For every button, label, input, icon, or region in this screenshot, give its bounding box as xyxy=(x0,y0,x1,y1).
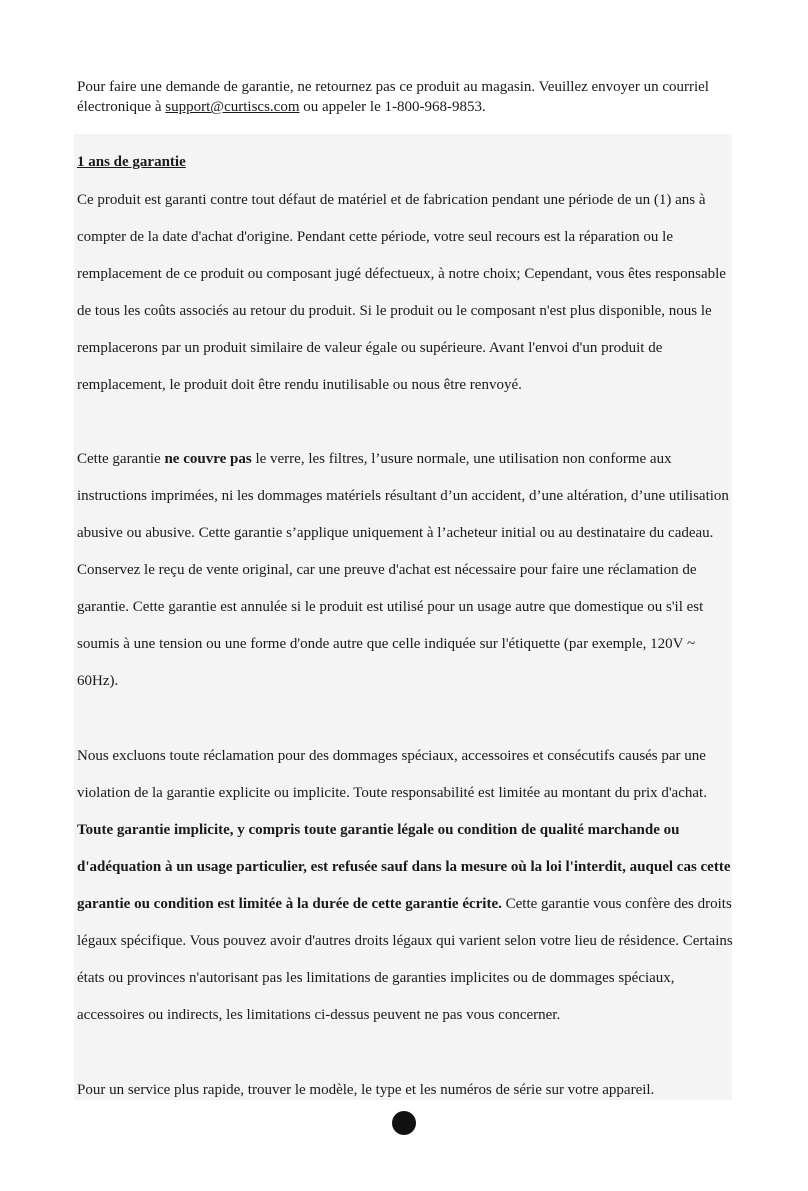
support-email-link[interactable]: support@curtiscs.com xyxy=(165,99,300,115)
paragraph-2-rest: le verre, les filtres, l’usure normale, une utilisation non conforme aux instructions imprimées, ni les dommages matériels résultant d’un accident, d’une altération, d’une utilisation abusive ou abusive. Cette garantie s’applique uniquement à l’acheteur initial ou au destinataire du cadeau. Conservez le reçu de vente original, car une preuve d'achat est nécessaire pour faire une réclamation de garantie. Cette garantie est annulée si le produit est utilisé pour un usage autre que domestique ou s'il est soumis à une tension ou une forme d'onde autre que celle indiquée sur l'étiquette (par exemple, 120V ~ 60Hz). xyxy=(77,451,729,689)
intro-line2-suffix: ou appeler le 1-800-968-9853. xyxy=(299,99,486,115)
intro-line2-prefix: électronique à xyxy=(77,99,166,115)
paragraph-2-prefix: Cette garantie xyxy=(77,451,165,467)
page-marker-dot xyxy=(392,1111,416,1135)
warranty-paragraph-1: Ce produit est garanti contre tout défaut de matériel et de fabrication pendant une période de un (1) ans à compter de la date d'achat d'origine. Pendant cette période, votre seul recours est la réparation ou le remplacement de ce produit ou composant jugé défectueux, à notre choix; Cependant, vous êtes responsable de tous les coûts associés au retour du produit. Si le produit ou le composant n'est plus disponible, nous le remplacerons par un produit similaire de valeur égale ou supérieure. Avant l'envoi d'un produit de remplacement, le produit doit être rendu inutilisable ou nous être renvoyé. xyxy=(77,192,726,393)
warranty-paragraph-2 xyxy=(77,441,737,700)
service-note: Pour un service plus rapide, trouver le modèle, le type et les numéros de série sur votre appareil. xyxy=(77,1082,655,1098)
not-covered-emphasis: ne couvre pas xyxy=(164,451,252,467)
implied-warranty-disclaimer: Toute garantie implicite, y compris toute garantie légale ou condition de qualité marchande ou d'adéquation à un usage particulier, est refusée sauf dans la mesure où la loi l'interdit, auquel cas cette garantie ou condition est limitée à la durée de cette garantie écrite. xyxy=(77,822,731,912)
paragraph-3-rest: Cette garantie vous confère des droits légaux spécifique. Vous pouvez avoir d'autres droits légaux qui varient selon votre lieu de résidence. Certains états ou provinces n'autorisant pas les limitations de garanties implicites ou de dommages spéciaux, accessoires ou indirects, les limitations ci-dessus peuvent ne pas vous concerner. xyxy=(77,896,733,1023)
intro-line1: Pour faire une demande de garantie, ne retournez pas ce produit au magasin. Veuillez envoyer un courriel xyxy=(77,79,709,95)
paragraph-3-text: Nous excluons toute réclamation pour des dommages spéciaux, accessoires et consécutifs causés par une violation de la garantie explicite ou implicite. Toute responsabilité est limitée au montant du prix d'achat. xyxy=(77,748,707,801)
warranty-paragraph-3 xyxy=(77,738,737,1034)
intro-text xyxy=(77,77,737,117)
warranty-heading: 1 ans de garantie xyxy=(77,154,186,170)
